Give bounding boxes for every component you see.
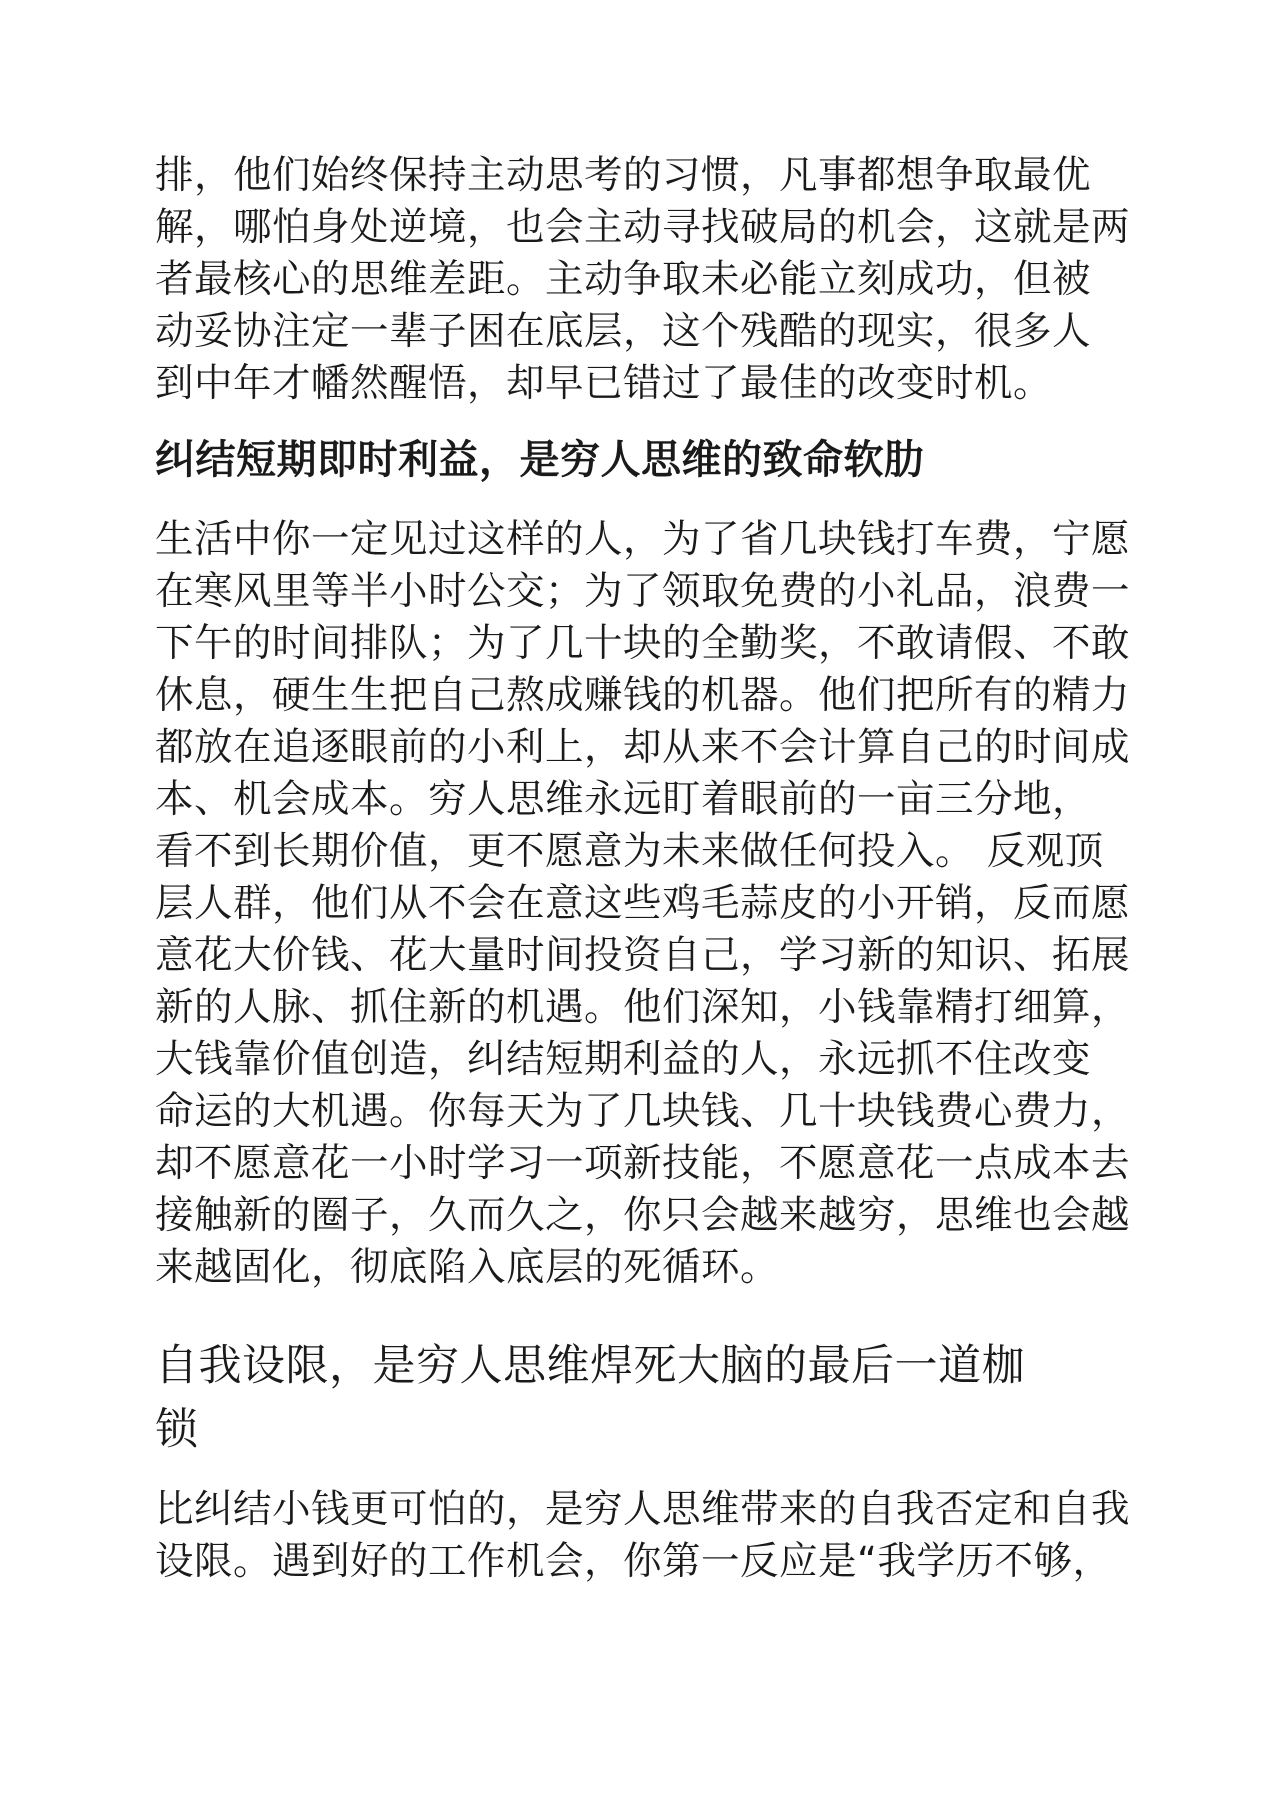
paragraph-active-thinking [155,150,1131,410]
heading-line: 锁 [155,1405,199,1455]
paragraph-line: 下午的时间排队；为了几十块的全勤奖，不敢请假、不敢 [155,621,1131,666]
paragraph-line: 意花大价钱、花大量时间投资自己，学习新的知识、拓展 [155,933,1131,978]
paragraph-line: 动妥协注定一辈子困在底层，这个残酷的现实，很多人 [155,309,1092,354]
paragraph-line: 都放在追逐眼前的小利上，却从来不会计算自己的时间成 [155,725,1131,770]
paragraph-line: 大钱靠价值创造，纠结短期利益的人，永远抓不住改变 [155,1037,1092,1082]
paragraph-line: 接触新的圈子，久而久之，你只会越来越穷，思维也会越 [155,1193,1131,1238]
paragraph-line: 新的人脉、抓住新的机遇。他们深知，小钱靠精打细算， [155,985,1131,1030]
paragraph-short-term-interest [155,514,1131,1294]
paragraph-self-limitation [155,1484,1131,1588]
section-heading-self-limitation [155,1334,1120,1462]
paragraph-line: 来越固化，彻底陷入底层的死循环。 [155,1245,780,1290]
paragraph-line: 到中年才幡然醒悟，却早已错过了最佳的改变时机。 [155,361,1053,406]
article-body [155,150,1131,1588]
paragraph-line: 比纠结小钱更可怕的，是穷人思维带来的自我否定和自我 [155,1487,1131,1532]
paragraph-line: 在寒风里等半小时公交；为了领取免费的小礼品，浪费一 [155,569,1131,614]
section-heading-short-term-interest [155,432,1120,488]
heading-line: 自我设限，是穷人思维焊死大脑的最后一道枷 [155,1341,1025,1391]
paragraph-line: 本、机会成本。穷人思维永远盯着眼前的一亩三分地， [155,777,1092,822]
paragraph-line: 休息，硬生生把自己熬成赚钱的机器。他们把所有的精力 [155,673,1131,718]
paragraph-line: 排，他们始终保持主动思考的习惯，凡事都想争取最优 [155,153,1092,198]
paragraph-line: 生活中你一定见过这样的人，为了省几块钱打车费，宁愿 [155,517,1131,562]
heading-line: 纠结短期即时利益，是穷人思维的致命软肋 [155,437,925,483]
paragraph-line: 看不到长期价值，更不愿意为未来做任何投入。 反观顶 [155,829,1104,874]
paragraph-line: 却不愿意花一小时学习一项新技能，不愿意花一点成本去 [155,1141,1131,1186]
paragraph-line: 设限。遇到好的工作机会，你第一反应是“我学历不够， [155,1539,1112,1584]
paragraph-line: 层人群，他们从不会在意这些鸡毛蒜皮的小开销，反而愿 [155,881,1131,926]
paragraph-line: 解，哪怕身处逆境，也会主动寻找破局的机会，这就是两 [155,205,1131,250]
paragraph-line: 命运的大机遇。你每天为了几块钱、几十块钱费心费力， [155,1089,1131,1134]
paragraph-line: 者最核心的思维差距。主动争取未必能立刻成功，但被 [155,257,1092,302]
